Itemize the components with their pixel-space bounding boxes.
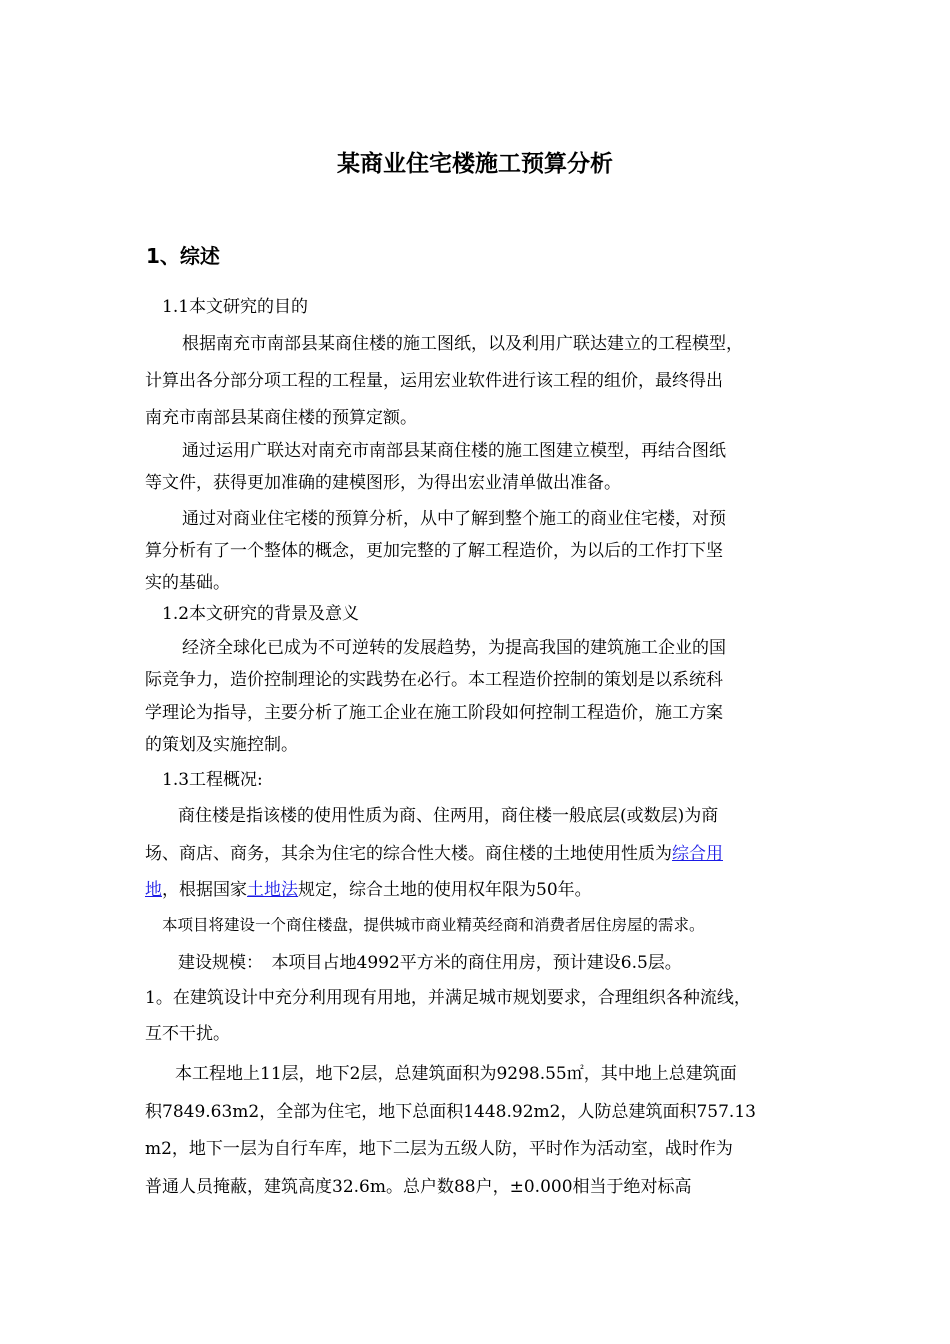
paragraph-line: 等文件，获得更加准确的建模图形，为得出宏业清单做出准备。 bbox=[145, 473, 621, 493]
paragraph-text: ，根据国家 bbox=[162, 880, 247, 900]
paragraph-line bbox=[145, 879, 592, 901]
subsection-heading-1-2: 1.2本文研究的背景及意义 bbox=[162, 604, 360, 624]
paragraph-line: 南充市南部县某商住楼的预算定额。 bbox=[145, 408, 417, 428]
paragraph-line: 本项目将建设一个商住楼盘，提供城市商业精英经商和消费者居住房屋的需求。 bbox=[162, 916, 705, 934]
link-land-law[interactable]: 土地法 bbox=[247, 880, 298, 900]
paragraph-line: 1。在建筑设计中充分利用现有用地，并满足城市规划要求，合理组织各种流线， bbox=[145, 988, 751, 1008]
link-mixed-use-land-continued[interactable]: 地 bbox=[145, 880, 162, 900]
paragraph-line: 普通人员掩蔽，建筑高度32.6m。总户数88户，±0.000相当于绝对标高 bbox=[145, 1177, 692, 1197]
paragraph-line: 际竞争力，造价控制理论的实践势在必行。本工程造价控制的策划是以系统科 bbox=[145, 670, 723, 690]
paragraph-line: 经济全球化已成为不可逆转的发展趋势，为提高我国的建筑施工企业的国 bbox=[182, 638, 726, 658]
paragraph-line: m2，地下一层为自行车库，地下二层为五级人防，平时作为活动室，战时作为 bbox=[145, 1139, 733, 1159]
subsection-heading-1-3: 1.3工程概况: bbox=[162, 770, 263, 790]
subsection-heading-1-1: 1.1本文研究的目的 bbox=[162, 297, 309, 317]
paragraph-line: 商住楼是指该楼的使用性质为商、住两用，商住楼一般底层(或数层)为商 bbox=[178, 806, 719, 826]
paragraph-line: 积7849.63m2，全部为住宅，地下总面积1448.92m2，人防总建筑面积757.13 bbox=[145, 1102, 756, 1122]
paragraph-text: 规定，综合土地的使用权年限为50年。 bbox=[298, 880, 592, 900]
paragraph-line: 通过对商业住宅楼的预算分析，从中了解到整个施工的商业住宅楼，对预 bbox=[182, 509, 726, 529]
paragraph-line: 本工程地上11层，地下2层，总建筑面积为9298.55㎡，其中地上总建筑面 bbox=[175, 1064, 737, 1084]
paragraph-line: 互不干扰。 bbox=[145, 1024, 230, 1044]
document-title: 某商业住宅楼施工预算分析 bbox=[337, 151, 613, 177]
paragraph-text: 场、商店、商务，其余为住宅的综合性大楼。商住楼的土地使用性质为 bbox=[145, 844, 672, 864]
paragraph-line: 根据南充市南部县某商住楼的施工图纸，以及利用广联达建立的工程模型， bbox=[182, 334, 743, 354]
paragraph-line: 算分析有了一个整体的概念，更加完整的了解工程造价，为以后的工作打下坚 bbox=[145, 541, 723, 561]
paragraph-line: 的策划及实施控制。 bbox=[145, 735, 298, 755]
link-mixed-use-land[interactable]: 综合用 bbox=[672, 844, 723, 864]
paragraph-line: 实的基础。 bbox=[145, 573, 230, 593]
section-heading-1: 1、综述 bbox=[146, 244, 220, 268]
paragraph-line bbox=[145, 843, 723, 865]
paragraph-line: 计算出各分部分项工程的工程量，运用宏业软件进行该工程的组价，最终得出 bbox=[145, 371, 723, 391]
paragraph-line: 建设规模： 本项目占地4992平方米的商住用房，预计建设6.5层。 bbox=[178, 953, 682, 973]
paragraph-line: 学理论为指导，主要分析了施工企业在施工阶段如何控制工程造价，施工方案 bbox=[145, 703, 723, 723]
paragraph-line: 通过运用广联达对南充市南部县某商住楼的施工图建立模型，再结合图纸 bbox=[182, 441, 726, 461]
